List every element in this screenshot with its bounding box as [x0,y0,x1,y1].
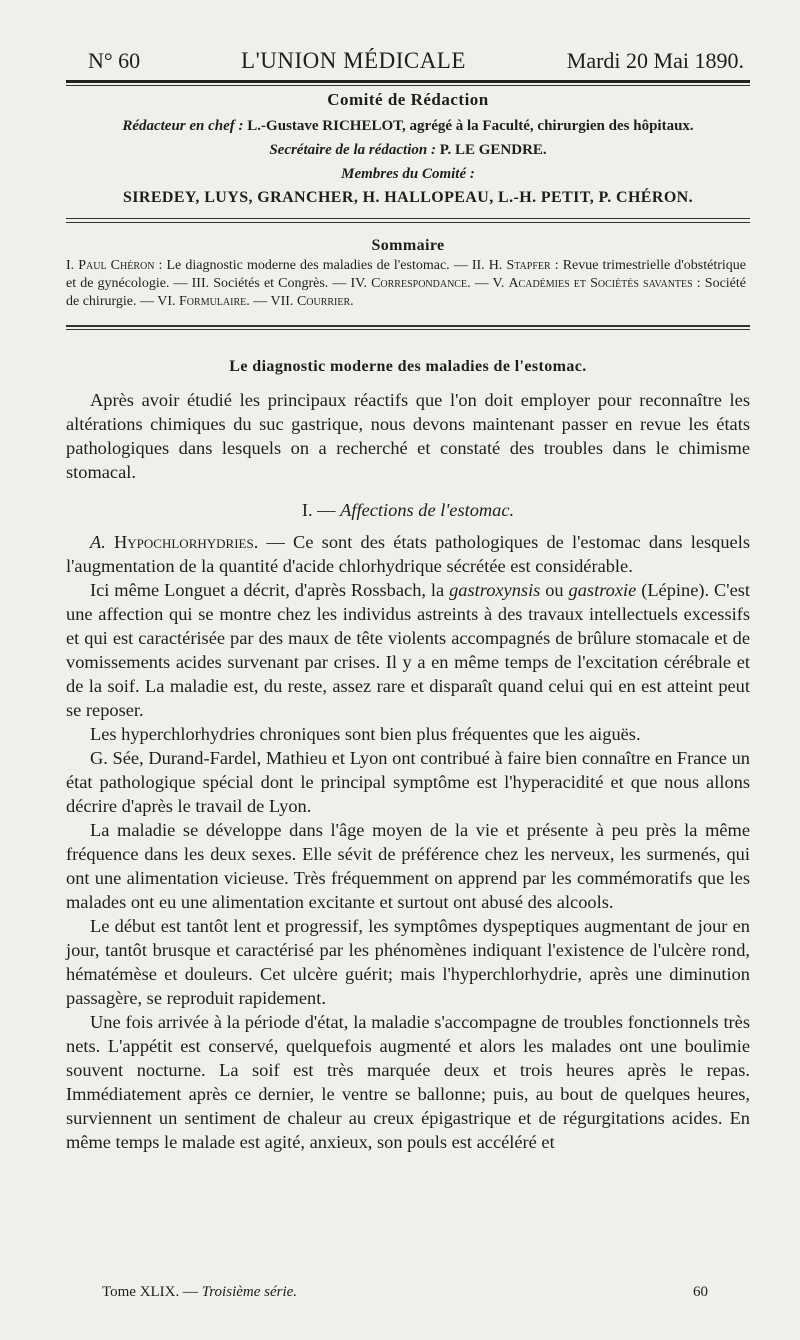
footer-page-number: 60 [693,1284,708,1300]
summary-author-stapfer: H. Stapfer [488,258,551,273]
paragraph-2: Ici même Longuet a décrit, d'après Rossbach, la gastroxynsis ou gastroxie (Lépine). C'est une affection qui se montre chez les individus astreints à des travaux intellectuels excessifs et qui est caractérisée par des maux de tête violents accompagnés de brûlure stomacale et de vomissements acides survenant par crises. Il y a en même temps de l'excitation cérébrale et de la soif. La maladie est, du reste, assez rare et disparaît quand celui qui en est atteint peut se reposer. [66,580,750,720]
committee-title: Comité de Rédaction [327,90,489,109]
summary-title: Sommaire [371,237,445,254]
paragraph-4: G. Sée, Durand-Fardel, Mathieu et Lyon ont contribué à faire bien connaître en France un état pathologique spécial dont le principal symptôme est l'hyperacidité et que nous allons décrire d'après le travail de Lyon. [66,748,750,816]
footer-volume: Tome XLIX. — Troisième série. [102,1284,298,1300]
journal-title: L'UNION MÉDICALE [241,48,466,73]
members-list: SIREDEY, LUYS, GRANCHER, H. HALLOPEAU, L.-H. PETIT, P. CHÉRON. [122,189,694,206]
secretary-line [66,138,750,162]
editor-name: L.-Gustave RICHELOT, agrégé à la Faculté, chirurgien des hôpitaux. [247,118,694,134]
members-label: Membres du Comité : [341,166,475,182]
term-gastroxynsis: gastroxynsis [449,580,541,600]
paragraph-7: Une fois arrivée à la période d'état, la maladie s'accompagne de troubles fonctionnels très nets. L'appétit est conservé, quelquefois augmenté et alors les malades ont une boulimie souvent nocturne. La soif est très marquée deux et trois heures après le repas. Immédiatement après ce dernier, le ventre se ballonne; puis, au bout de quelques heures, surviennent un sentiment de chaleur au creux épigastrique et de régurgitations acides. En même temps le malade est agité, anxieux, son pouls est accéléré et [66,1012,750,1152]
paragraph-6: Le début est tantôt lent et progressif, les symptômes dyspeptiques augmentant de jour en jour, tantôt brusque et caractérisé par les phénomènes indiquant l'existence de l'ulcère rond, hématémèse et douleurs. Cet ulcère guérit; mais l'hyperchlorhydrie, après une diminution passagère, se reproduit rapidement. [66,916,750,1008]
summary-correspondance: Correspondance [371,276,468,291]
subsection-heading: Hypochlorhydries. [114,532,259,552]
summary-rule-bottom [66,329,750,330]
editor-label: Rédacteur en chef : [122,118,244,134]
summary-formulaire: Formulaire [179,294,247,309]
editorial-committee [66,90,750,210]
secretary-label: Secrétaire de la rédaction : [269,142,436,158]
paragraph-5: La maladie se développe dans l'âge moyen de la vie et présente à peu près la même fréquence dans les deux sexes. Elle sévit de préférence chez les nerveux, les surmenés, qui ont une alimentation vicieuse. Très fréquemment on apprend par les commémoratifs que les malades ont eu une alimentation excitante et surtout ont abusé des alcools. [66,820,750,912]
issue-date: Mardi 20 Mai 1890. [566,48,744,73]
page-header [66,48,750,83]
committee-rule-bottom [66,222,750,223]
paragraph-intro: Après avoir étudié les principaux réactifs que l'on doit employer pour reconnaître les altérations chimiques du suc gastrique, nous devons maintenant passer en revue les états pathologiques dans lesquels on a recherché et constaté des troubles dans le chimisme stomacal. [66,390,750,482]
term-gastroxie: gastroxie [568,580,637,600]
section-title: Affections de l'estomac. [340,500,515,520]
paragraph-3: Les hyperchlorhydries chroniques sont bien plus fréquentes que les aiguës. [90,724,641,744]
committee-rule-top [66,218,750,219]
summary-courrier: Courrier [296,294,351,309]
secretary-name: P. LE GENDRE. [439,142,547,158]
paragraph-a: A. Hypochlorhydries. — Ce sont des états pathologiques de l'estomac dans lesquels l'augmentation de la quantité d'acide chlorhydrique sécrétée est considérable. [66,532,750,576]
members-label-line [66,162,750,186]
section-heading: I. — Affections de l'estomac. [301,500,515,520]
summary-text: I. Paul Chéron : Le diagnostic moderne des maladies de l'estomac. — II. H. Stapfer : Revue trimestrielle d'obstétrique et de gynécologie. — III. Sociétés et Congrès. — IV. Correspondance. — V. Académies et Sociétés savantes : Société de chirurgie. — VI. Formulaire. — VII. Courrier. [66,258,746,309]
issue-number: N° 60 [88,48,141,73]
header-rule [66,85,750,86]
editor-in-chief-line [66,114,750,138]
summary-author-cheron: Paul Chéron [78,258,155,273]
article-body [66,388,750,1154]
summary-academies: Académies et Sociétés savantes [508,276,693,291]
article-title: Le diagnostic moderne des maladies de l'estomac. [229,358,587,375]
page-footer [102,1284,708,1301]
summary-rule-top [66,325,750,327]
